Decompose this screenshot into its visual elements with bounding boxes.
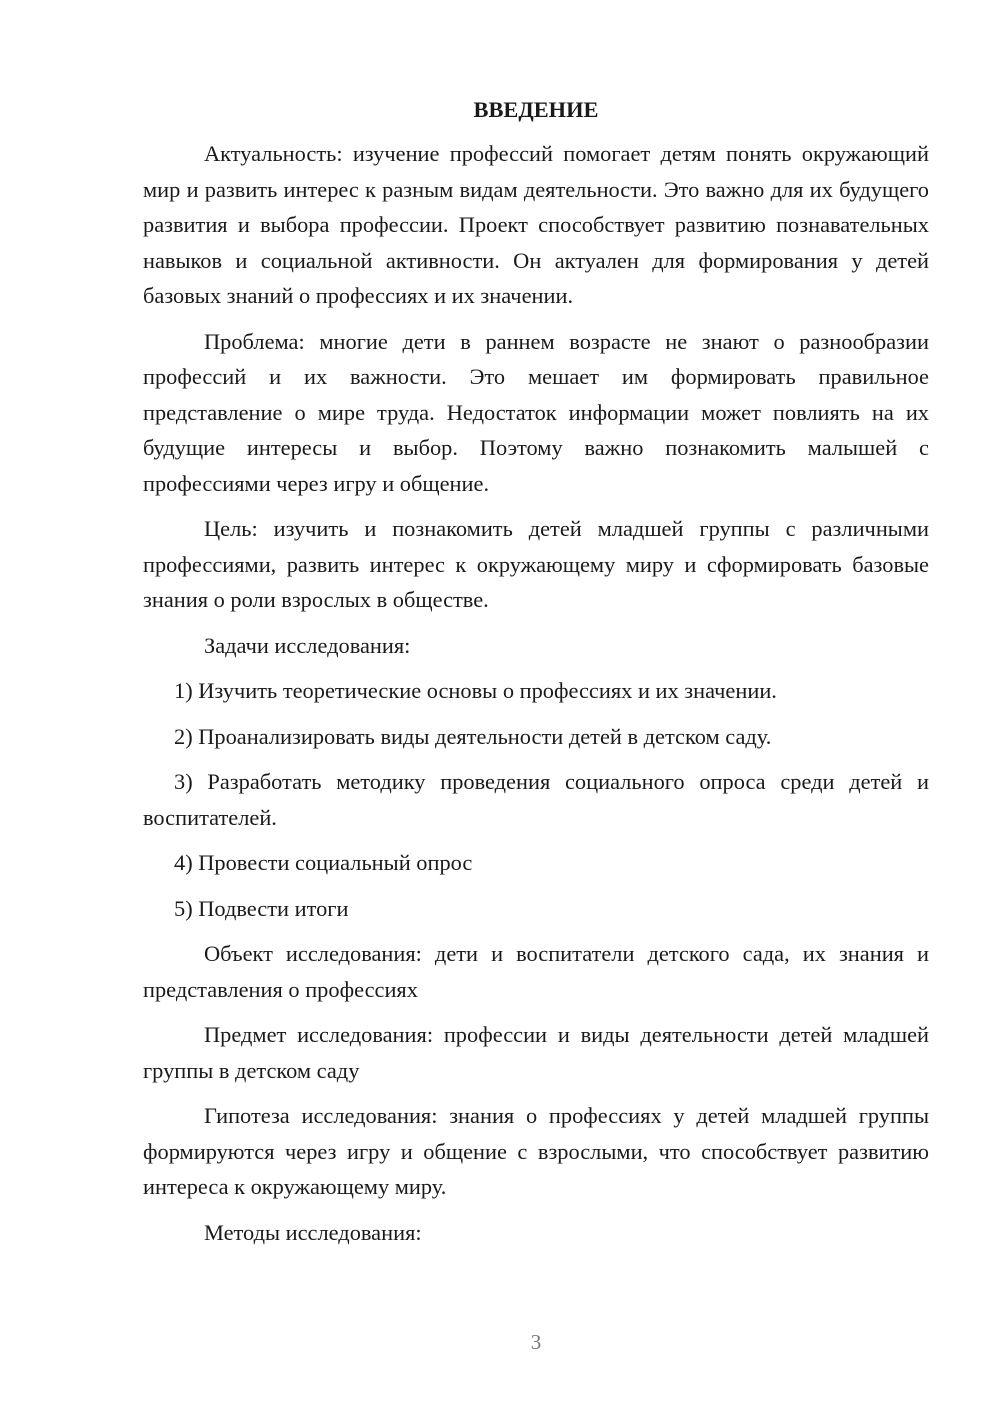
paragraph-problem: Проблема: многие дети в раннем возрасте не знают о разнообразии профессий и их важности. Это мешает им формировать правильное представление о мире труда. Недостаток информации может повлиять на их будущие интересы и выбор. Поэтому важно познакомить малышей с профессиями через игру и общение. (143, 328, 929, 496)
task-item-4: 4) Провести социальный опрос (174, 850, 473, 875)
section-title: ВВЕДЕНИЕ (473, 97, 599, 122)
paragraph-object: Объект исследования: дети и воспитатели детского сада, их знания и представления о профессиях (143, 941, 929, 1002)
paragraph-methods: Методы исследования: (204, 1219, 422, 1245)
task-item-5: 5) Подвести итоги (174, 895, 349, 921)
paragraph-tasks-heading: Задачи исследования: (204, 632, 411, 658)
paragraph-subject: Предмет исследования: профессии и виды деятельности детей младшей группы в детском саду (143, 1022, 929, 1083)
paragraph-hypothesis: Гипотеза исследования: знания о профессиях у детей младшей группы формируются через игру и общение с взрослыми, что способствует развитию интереса к окружающему миру. (143, 1103, 929, 1199)
page-number: 3 (530, 1330, 542, 1354)
task-item-3: 3) Разработать методику проведения социального опроса среди детей и воспитателей. (143, 769, 929, 830)
document-page (143, 92, 929, 1260)
paragraph-goal: Цель: изучить и познакомить детей младшей группы с различными профессиями, развить интерес к окружающему миру и сформировать базовые знания о роли взрослых в обществе. (143, 516, 929, 612)
task-item-1: 1) Изучить теоретические основы о профессиях и их значении. (174, 678, 777, 703)
paragraph-relevance: Актуальность: изучение профессий помогает детям понять окружающий мир и развить интерес к разным видам деятельности. Это важно для их будущего развития и выбора профессии. Проект способствует развитию познавательных навыков и социальной активности. Он актуален для формирования у детей базовых знаний о профессиях и их значении. (143, 141, 929, 308)
task-item-2: 2) Проанализировать виды деятельности детей в детском саду. (174, 723, 772, 749)
